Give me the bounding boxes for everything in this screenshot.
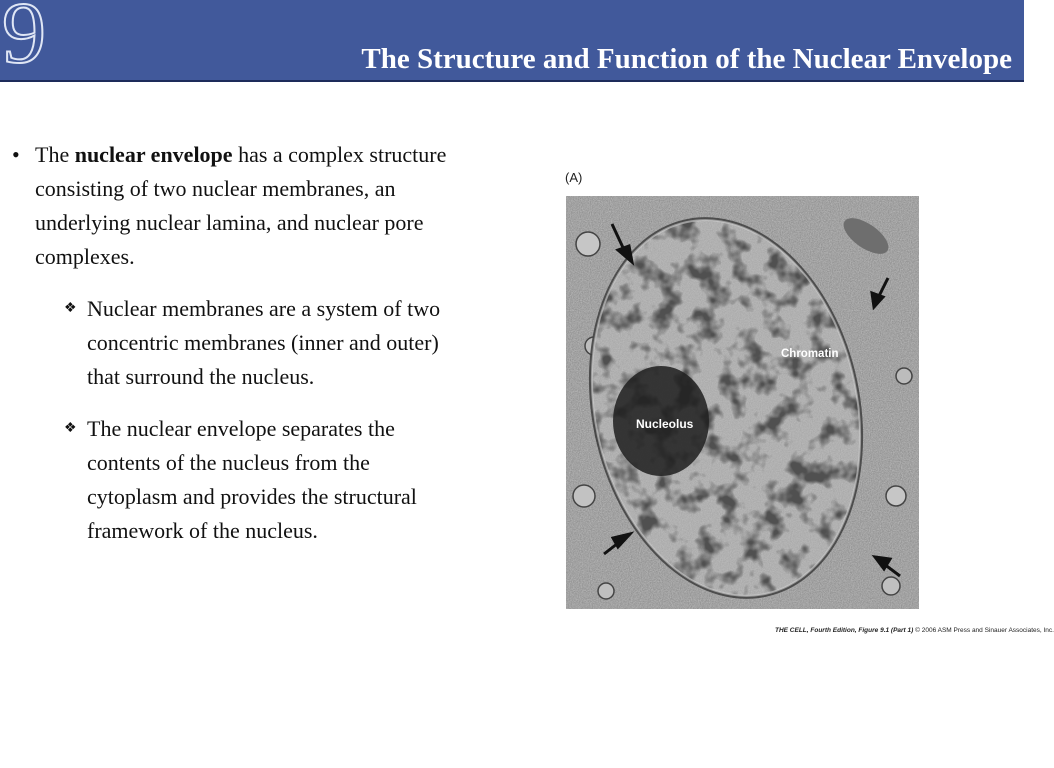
- figure-caption: [775, 627, 1054, 634]
- slide-title: The Structure and Function of the Nuclear Envelope: [361, 43, 1012, 75]
- sub-bullet-2: [12, 412, 462, 548]
- sub-bullet-1-text: Nuclear membranes are a system of two concentric membranes (inner and outer) that surround the nucleus.: [87, 296, 441, 389]
- main-bullet-suffix: has a complex structure consisting of two nuclear membranes, an underlying nuclear lamina, and nuclear pore complexes.: [35, 142, 447, 269]
- title-bar: [0, 0, 1024, 82]
- chapter-number: 9: [2, 0, 46, 82]
- main-bullet-prefix: The: [35, 142, 75, 167]
- chromatin-label: Chromatin: [781, 348, 839, 360]
- diamond-bullet-icon: ❖: [64, 421, 77, 436]
- micrograph-image: [566, 196, 919, 609]
- figure: [565, 166, 1054, 646]
- caption-copyright: © 2006 ASM Press and Sinauer Associates, Inc.: [915, 627, 1054, 634]
- sub-bullet-2-text: The nuclear envelope separates the contents of the nucleus from the cytoplasm and provides the structural framework of the nucleus.: [87, 416, 417, 543]
- slide-body: [12, 138, 462, 566]
- main-bullet-bold: nuclear envelope: [74, 142, 233, 167]
- sub-bullet-1: [12, 292, 462, 394]
- caption-source: THE CELL, Fourth Edition, Figure 9.1 (Part 1): [775, 627, 914, 634]
- nucleolus-label: Nucleolus: [636, 417, 694, 431]
- bullet-dot-icon: •: [12, 142, 20, 167]
- main-bullet: [12, 138, 462, 274]
- figure-panel-label: (A): [565, 170, 583, 185]
- diamond-bullet-icon: ❖: [64, 301, 77, 316]
